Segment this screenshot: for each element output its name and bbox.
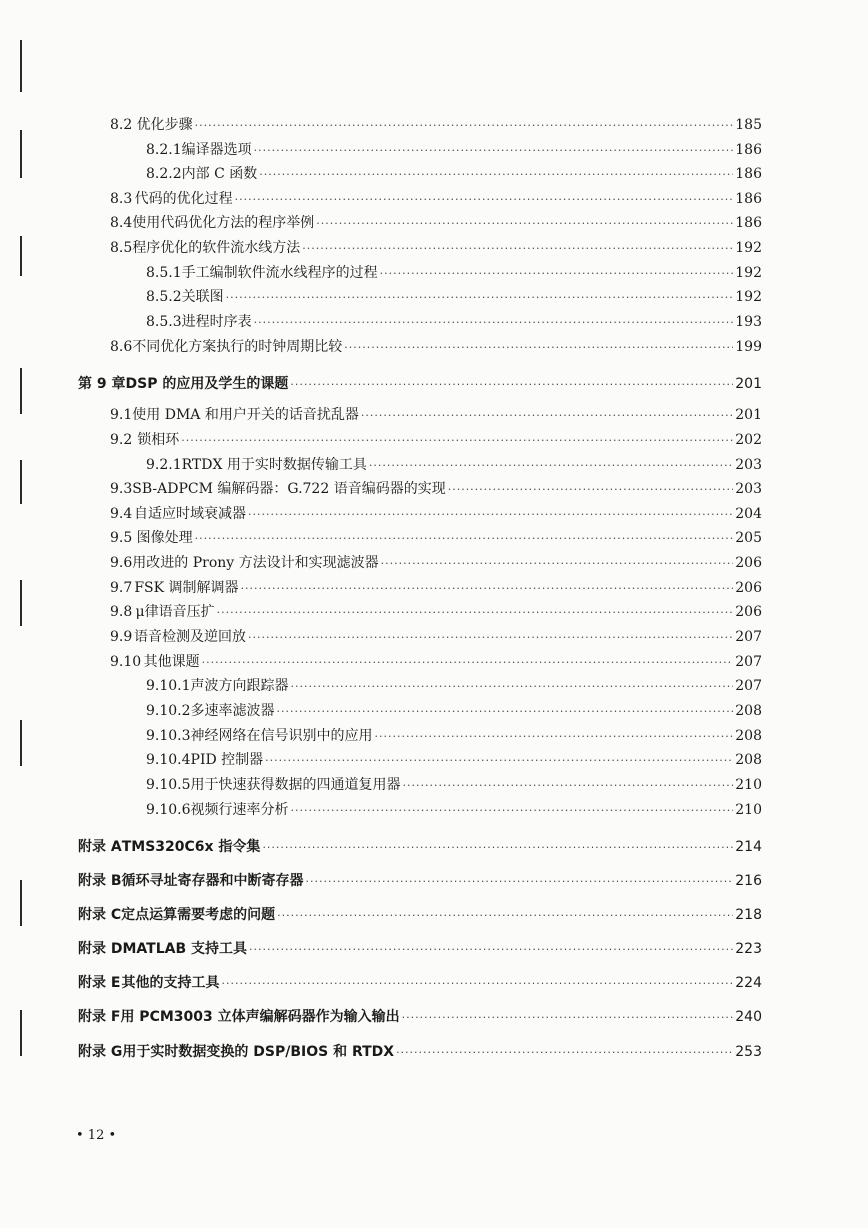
entry-page: 207	[735, 629, 762, 645]
toc-entry	[146, 702, 762, 721]
entry-title: 手工编制软件流水线程序的过程	[181, 265, 378, 281]
toc-appendix-entry	[78, 1008, 762, 1027]
toc-entry	[110, 653, 762, 672]
leader-dots	[262, 839, 733, 857]
toc-entry	[110, 190, 762, 209]
entry-page: 206	[735, 580, 762, 596]
toc-entry	[110, 554, 762, 573]
toc-chapter-entry	[78, 375, 762, 394]
appendix-title: 循环寻址寄存器和中断寄存器	[121, 873, 304, 889]
entry-number: 8.2.1	[146, 142, 182, 158]
entry-page: 253	[735, 1044, 762, 1060]
appendix-title: 其他的支持工具	[121, 975, 220, 991]
entry-page: 203	[735, 457, 762, 473]
toc-entry	[146, 727, 762, 746]
entry-title: 内部 C 函数	[181, 166, 258, 182]
entry-number: 9.7	[110, 580, 133, 596]
entry-title: 程序优化的软件流水线方法	[132, 240, 301, 256]
entry-page: 206	[735, 555, 762, 571]
page-number: • 12 •	[76, 1128, 117, 1143]
entry-page: 208	[735, 703, 762, 719]
leader-dots	[291, 678, 734, 696]
entry-page: 208	[735, 752, 762, 768]
toc-appendix-entry	[78, 872, 762, 891]
entry-number: 8.5	[110, 240, 133, 256]
entry-title: 其他课题	[143, 654, 200, 670]
entry-page: 224	[735, 975, 762, 991]
scan-edge-mark	[20, 236, 22, 276]
entry-page: 199	[735, 339, 762, 355]
leader-dots	[381, 555, 734, 573]
entry-title: μ律语音压扩	[135, 604, 215, 620]
entry-page: 203	[735, 481, 762, 497]
toc-entry	[146, 801, 762, 820]
entry-number: 9.3	[110, 481, 133, 497]
toc-entry	[110, 480, 762, 499]
leader-dots	[396, 1044, 733, 1062]
entry-page: 205	[735, 530, 762, 546]
entry-page: 207	[735, 654, 762, 670]
appendix-title: TMS320C6x 指令集	[121, 839, 261, 855]
leader-dots	[265, 752, 733, 770]
toc-appendix-entry	[78, 906, 762, 925]
entry-page: 218	[735, 907, 762, 923]
entry-page: 210	[735, 802, 762, 818]
toc-appendix-entry	[78, 1043, 762, 1062]
entry-page: 186	[735, 191, 762, 207]
entry-number: 9.9	[110, 629, 133, 645]
leader-dots	[402, 1009, 734, 1027]
appendix-label: 附录 A	[78, 839, 122, 855]
appendix-label: 附录 E	[78, 975, 121, 991]
entry-title: 多速率滤波器	[190, 703, 275, 719]
toc-entry	[110, 214, 762, 233]
entry-title: 声波方向跟踪器	[190, 678, 289, 694]
toc-entry	[110, 338, 762, 357]
entry-title: 代码的优化过程	[134, 191, 233, 207]
leader-dots	[448, 481, 734, 499]
entry-page: 208	[735, 728, 762, 744]
entry-number: 9.10.3	[146, 728, 191, 744]
entry-number: 9.10.5	[146, 777, 191, 793]
entry-title: 自适应时域衰减器	[133, 506, 246, 522]
leader-dots	[361, 407, 733, 425]
entry-page: 192	[735, 265, 762, 281]
toc-entry	[110, 603, 762, 622]
entry-page: 193	[735, 314, 762, 330]
entry-title: 编译器选项	[181, 142, 252, 158]
entry-title: 优化步骤	[136, 117, 193, 133]
appendix-title: 定点运算需要考虑的问题	[121, 907, 276, 923]
toc-entry	[110, 579, 762, 598]
appendix-title: 用于实时数据变换的 DSP/BIOS 和 RTDX	[122, 1044, 395, 1060]
entry-number: 9.2	[110, 432, 133, 448]
entry-title: SB-ADPCM 编解码器：G.722 语音编码器的实现	[132, 481, 446, 497]
entry-page: 240	[735, 1009, 762, 1025]
toc-entry	[110, 529, 762, 548]
leader-dots	[254, 142, 734, 160]
scan-edge-mark	[20, 580, 22, 626]
entry-number: 8.5.1	[146, 265, 182, 281]
entry-page: 206	[735, 604, 762, 620]
entry-title: 关联图	[181, 289, 224, 305]
entry-number: 9.10.1	[146, 678, 191, 694]
entry-title: PID 控制器	[190, 752, 264, 768]
entry-page: 186	[735, 166, 762, 182]
entry-page: 202	[735, 432, 762, 448]
toc-entry	[146, 288, 762, 307]
leader-dots	[306, 873, 734, 891]
leader-dots	[241, 580, 734, 598]
toc-appendix-entry	[78, 974, 762, 993]
leader-dots	[217, 604, 734, 622]
scan-edge-mark	[20, 40, 22, 92]
entry-page: 204	[735, 506, 762, 522]
entry-title: 神经网络在信号识别中的应用	[190, 728, 373, 744]
appendix-label: 附录 G	[78, 1044, 123, 1060]
entry-page: 216	[735, 873, 762, 889]
entry-title: 用于快速获得数据的四通道复用器	[190, 777, 401, 793]
entry-title: FSK 调制解调器	[134, 580, 239, 596]
toc-entry	[146, 677, 762, 696]
entry-page: 214	[735, 839, 762, 855]
entry-number: 8.4	[110, 215, 133, 231]
entry-title: 不同优化方案执行的时钟周期比较	[132, 339, 343, 355]
toc-entry	[110, 505, 762, 524]
leader-dots	[375, 728, 734, 746]
appendix-label: 附录 C	[78, 907, 122, 923]
entry-number: 8.3	[110, 191, 133, 207]
leader-dots	[369, 457, 733, 475]
leader-dots	[181, 432, 733, 450]
toc-entry	[146, 751, 762, 770]
scan-edge-mark	[20, 720, 22, 766]
leader-dots	[302, 240, 733, 258]
toc-entry	[110, 116, 762, 135]
leader-dots	[259, 166, 733, 184]
entry-title: 锁相环	[137, 432, 180, 448]
leader-dots	[249, 941, 733, 959]
entry-page: 192	[735, 289, 762, 305]
leader-dots	[316, 215, 733, 233]
appendix-title: 用 PCM3003 立体声编解码器作为输入输出	[120, 1009, 400, 1025]
entry-number: 9.10.2	[146, 703, 191, 719]
scan-edge-mark	[20, 368, 22, 414]
entry-number: 8.6	[110, 339, 133, 355]
entry-number: 9.10	[110, 654, 142, 670]
appendix-label: 附录 D	[78, 941, 123, 957]
scan-edge-mark	[20, 1010, 22, 1056]
leader-dots	[254, 314, 734, 332]
leader-dots	[380, 265, 734, 283]
entry-page: 186	[735, 215, 762, 231]
entry-number: 9.1	[110, 407, 133, 423]
scan-edge-mark	[20, 880, 22, 926]
entry-number: 9.5	[110, 530, 133, 546]
entry-title: 语音检测及逆回放	[133, 629, 246, 645]
appendix-label: 附录 F	[78, 1009, 121, 1025]
entry-page: 192	[735, 240, 762, 256]
leader-dots	[195, 530, 734, 548]
leader-dots	[222, 975, 734, 993]
entry-page: 201	[735, 407, 762, 423]
toc-entry	[146, 776, 762, 795]
toc-entry	[146, 141, 762, 160]
entry-number: 9.10.4	[146, 752, 191, 768]
entry-title: 图像处理	[136, 530, 193, 546]
toc-appendix-entry	[78, 838, 762, 857]
toc-entry	[110, 431, 762, 450]
leader-dots	[277, 703, 734, 721]
entry-page: 185	[735, 117, 762, 133]
entry-page: 223	[735, 941, 762, 957]
entry-title: 使用代码优化方法的程序举例	[132, 215, 315, 231]
entry-page: 186	[735, 142, 762, 158]
toc-appendix-entry	[78, 940, 762, 959]
appendix-label: 附录 B	[78, 873, 122, 889]
chapter-title: DSP 的应用及学生的课题	[125, 376, 289, 392]
entry-title: RTDX 用于实时数据传输工具	[181, 457, 367, 473]
entry-number: 9.10.6	[146, 802, 191, 818]
leader-dots	[248, 506, 733, 524]
appendix-title: MATLAB 支持工具	[122, 941, 248, 957]
leader-dots	[290, 376, 733, 394]
entry-title: 用改进的 Prony 方法设计和实现滤波器	[132, 555, 379, 571]
toc-entry	[146, 313, 762, 332]
leader-dots	[277, 907, 733, 925]
entry-number: 9.8	[110, 604, 133, 620]
toc-entry	[110, 239, 762, 258]
toc-entry	[146, 456, 762, 475]
leader-dots	[403, 777, 734, 795]
entry-number: 9.4	[110, 506, 133, 522]
leader-dots	[344, 339, 733, 357]
leader-dots	[202, 654, 734, 672]
toc-entry	[110, 628, 762, 647]
entry-number: 8.5.2	[146, 289, 182, 305]
entry-page: 210	[735, 777, 762, 793]
entry-page: 207	[735, 678, 762, 694]
entry-number: 8.2	[110, 117, 133, 133]
entry-number: 9.6	[110, 555, 133, 571]
entry-page: 201	[735, 376, 762, 392]
entry-title: 使用 DMA 和用户开关的话音扰乱器	[132, 407, 359, 423]
leader-dots	[291, 802, 734, 820]
scan-edge-mark	[20, 460, 22, 504]
entry-number: 8.5.3	[146, 314, 182, 330]
entry-title: 视频行速率分析	[190, 802, 289, 818]
toc-entry	[110, 406, 762, 425]
leader-dots	[226, 289, 734, 307]
entry-number: 8.2.2	[146, 166, 182, 182]
toc-entry	[146, 264, 762, 283]
scan-edge-mark	[20, 130, 22, 178]
leader-dots	[248, 629, 733, 647]
entry-title: 进程时序表	[181, 314, 252, 330]
leader-dots	[195, 117, 734, 135]
entry-number: 9.2.1	[146, 457, 182, 473]
chapter-number: 第 9 章	[78, 376, 126, 392]
leader-dots	[235, 191, 734, 209]
toc-entry	[146, 165, 762, 184]
